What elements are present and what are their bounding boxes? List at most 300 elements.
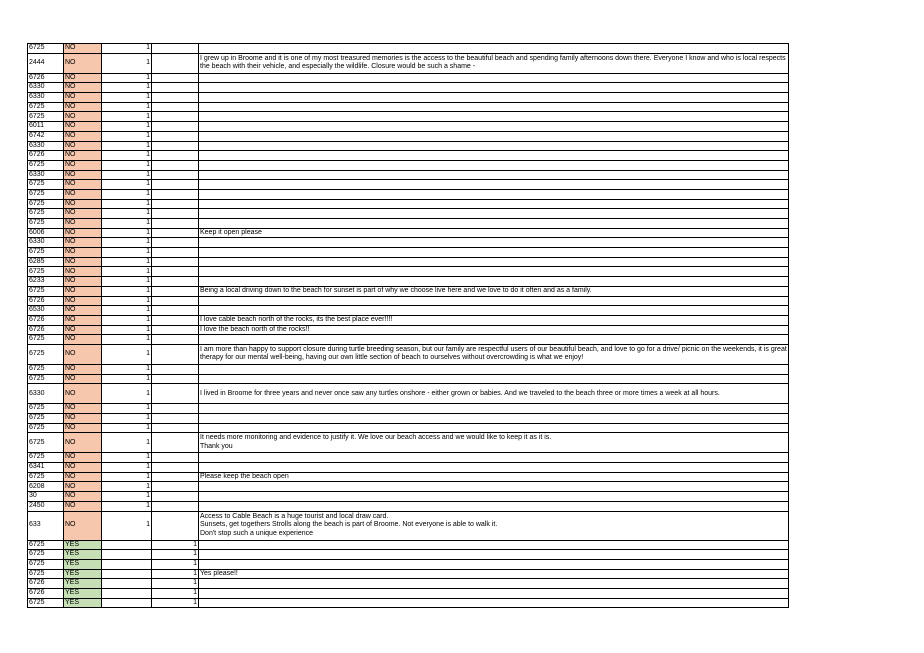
postcode-cell: 6725 xyxy=(28,44,64,54)
yes-count-cell: 1 xyxy=(152,569,199,579)
comment-cell xyxy=(199,482,789,492)
no-count-cell: 1 xyxy=(102,414,152,424)
table-row xyxy=(28,112,789,122)
postcode-cell: 6725 xyxy=(28,598,64,608)
yes-count-cell xyxy=(152,364,199,374)
table-row xyxy=(28,384,789,404)
postcode-cell: 6330 xyxy=(28,384,64,404)
postcode-cell: 6725 xyxy=(28,472,64,482)
yes-count-cell xyxy=(152,511,199,540)
postcode-cell: 6285 xyxy=(28,257,64,267)
postcode-cell: 6725 xyxy=(28,374,64,384)
no-count-cell: 1 xyxy=(102,83,152,93)
comment-cell: It needs more monitoring and evidence to justify it. We love our beach access and we would like to keep it as it is. Thank you xyxy=(199,433,789,453)
yes-count-cell xyxy=(152,277,199,287)
table-row xyxy=(28,463,789,473)
postcode-cell: 6725 xyxy=(28,219,64,229)
postcode-cell: 6725 xyxy=(28,335,64,345)
no-count-cell: 1 xyxy=(102,122,152,132)
answer-cell: NO xyxy=(64,151,102,161)
comment-cell xyxy=(199,122,789,132)
no-count-cell: 1 xyxy=(102,93,152,103)
no-count-cell xyxy=(102,579,152,589)
table-row xyxy=(28,423,789,433)
table-row xyxy=(28,511,789,540)
yes-count-cell xyxy=(152,219,199,229)
table-row xyxy=(28,306,789,316)
postcode-cell: 6725 xyxy=(28,209,64,219)
table-row xyxy=(28,453,789,463)
table-row xyxy=(28,501,789,511)
no-count-cell: 1 xyxy=(102,238,152,248)
no-count-cell: 1 xyxy=(102,374,152,384)
table-row xyxy=(28,73,789,83)
table-row xyxy=(28,122,789,132)
postcode-cell: 6725 xyxy=(28,540,64,550)
table-row xyxy=(28,170,789,180)
comment-cell: I love cable beach north of the rocks, its the best place ever!!!! xyxy=(199,315,789,325)
table-row xyxy=(28,414,789,424)
answer-cell: NO xyxy=(64,404,102,414)
answer-cell: NO xyxy=(64,501,102,511)
no-count-cell: 1 xyxy=(102,248,152,258)
postcode-cell: 6726 xyxy=(28,73,64,83)
yes-count-cell xyxy=(152,404,199,414)
comment-cell xyxy=(199,267,789,277)
no-count-cell: 1 xyxy=(102,433,152,453)
answer-cell: NO xyxy=(64,306,102,316)
postcode-cell: 6726 xyxy=(28,579,64,589)
comment-cell: Please keep the beach open xyxy=(199,472,789,482)
table-row xyxy=(28,93,789,103)
no-count-cell: 1 xyxy=(102,170,152,180)
postcode-cell: 6725 xyxy=(28,414,64,424)
yes-count-cell xyxy=(152,141,199,151)
survey-response-rows xyxy=(28,44,789,608)
comment-cell xyxy=(199,364,789,374)
comment-cell xyxy=(199,238,789,248)
no-count-cell: 1 xyxy=(102,492,152,502)
postcode-cell: 6725 xyxy=(28,267,64,277)
comment-cell xyxy=(199,189,789,199)
yes-count-cell xyxy=(152,93,199,103)
answer-cell: NO xyxy=(64,170,102,180)
comment-cell xyxy=(199,248,789,258)
answer-cell: NO xyxy=(64,374,102,384)
answer-cell: NO xyxy=(64,482,102,492)
no-count-cell: 1 xyxy=(102,384,152,404)
postcode-cell: 6725 xyxy=(28,286,64,296)
table-row xyxy=(28,492,789,502)
comment-cell xyxy=(199,335,789,345)
yes-count-cell xyxy=(152,122,199,132)
no-count-cell: 1 xyxy=(102,511,152,540)
comment-cell xyxy=(199,44,789,54)
comment-cell: I am more than happy to support closure during turtle breeding season, but our family are respectful users of our beautiful beach, and love to go for a drive/ picnic on the weekends, it is great therapy for our mental well-being, having our own little section of beach to ourselves without overcrowding is what we enjoy! xyxy=(199,344,789,364)
comment-cell xyxy=(199,423,789,433)
postcode-cell: 6726 xyxy=(28,296,64,306)
table-row xyxy=(28,248,789,258)
table-row xyxy=(28,325,789,335)
comment-cell: Keep it open please xyxy=(199,228,789,238)
answer-cell: NO xyxy=(64,463,102,473)
postcode-cell: 6530 xyxy=(28,306,64,316)
comment-cell xyxy=(199,73,789,83)
table-row xyxy=(28,598,789,608)
postcode-cell: 2450 xyxy=(28,501,64,511)
answer-cell: NO xyxy=(64,160,102,170)
yes-count-cell: 1 xyxy=(152,540,199,550)
no-count-cell: 1 xyxy=(102,482,152,492)
yes-count-cell xyxy=(152,257,199,267)
answer-cell: NO xyxy=(64,189,102,199)
comment-cell xyxy=(199,550,789,560)
answer-cell: NO xyxy=(64,199,102,209)
table-row xyxy=(28,588,789,598)
table-row xyxy=(28,141,789,151)
survey-response-table xyxy=(27,43,789,608)
comment-cell xyxy=(199,463,789,473)
postcode-cell: 6330 xyxy=(28,170,64,180)
yes-count-cell xyxy=(152,228,199,238)
comment-cell xyxy=(199,296,789,306)
table-row xyxy=(28,238,789,248)
yes-count-cell xyxy=(152,238,199,248)
no-count-cell: 1 xyxy=(102,335,152,345)
table-row xyxy=(28,53,789,73)
yes-count-cell xyxy=(152,315,199,325)
postcode-cell: 6341 xyxy=(28,463,64,473)
answer-cell: NO xyxy=(64,344,102,364)
answer-cell: NO xyxy=(64,453,102,463)
yes-count-cell xyxy=(152,501,199,511)
table-row xyxy=(28,189,789,199)
comment-cell xyxy=(199,160,789,170)
comment-cell xyxy=(199,93,789,103)
table-row xyxy=(28,277,789,287)
table-row xyxy=(28,472,789,482)
table-row xyxy=(28,199,789,209)
comment-cell xyxy=(199,579,789,589)
yes-count-cell xyxy=(152,384,199,404)
comment-cell xyxy=(199,112,789,122)
comment-cell xyxy=(199,453,789,463)
answer-cell: NO xyxy=(64,102,102,112)
yes-count-cell xyxy=(152,414,199,424)
yes-count-cell xyxy=(152,325,199,335)
yes-count-cell xyxy=(152,433,199,453)
no-count-cell: 1 xyxy=(102,112,152,122)
yes-count-cell: 1 xyxy=(152,588,199,598)
no-count-cell xyxy=(102,588,152,598)
comment-cell xyxy=(199,559,789,569)
no-count-cell: 1 xyxy=(102,131,152,141)
table-row xyxy=(28,180,789,190)
comment-cell xyxy=(199,598,789,608)
comment-cell xyxy=(199,209,789,219)
yes-count-cell xyxy=(152,335,199,345)
no-count-cell: 1 xyxy=(102,453,152,463)
answer-cell: NO xyxy=(64,267,102,277)
postcode-cell: 30 xyxy=(28,492,64,502)
table-row xyxy=(28,559,789,569)
comment-cell xyxy=(199,131,789,141)
answer-cell: NO xyxy=(64,122,102,132)
answer-cell: NO xyxy=(64,472,102,482)
yes-count-cell xyxy=(152,344,199,364)
no-count-cell: 1 xyxy=(102,189,152,199)
no-count-cell xyxy=(102,569,152,579)
postcode-cell: 6725 xyxy=(28,404,64,414)
no-count-cell: 1 xyxy=(102,267,152,277)
table-row xyxy=(28,344,789,364)
comment-cell xyxy=(199,180,789,190)
postcode-cell: 633 xyxy=(28,511,64,540)
answer-cell: YES xyxy=(64,598,102,608)
yes-count-cell xyxy=(152,151,199,161)
yes-count-cell xyxy=(152,189,199,199)
yes-count-cell: 1 xyxy=(152,579,199,589)
no-count-cell: 1 xyxy=(102,102,152,112)
answer-cell: YES xyxy=(64,569,102,579)
answer-cell: NO xyxy=(64,286,102,296)
yes-count-cell xyxy=(152,199,199,209)
table-row xyxy=(28,315,789,325)
postcode-cell: 6725 xyxy=(28,433,64,453)
answer-cell: NO xyxy=(64,335,102,345)
yes-count-cell xyxy=(152,73,199,83)
yes-count-cell: 1 xyxy=(152,559,199,569)
answer-cell: NO xyxy=(64,219,102,229)
answer-cell: NO xyxy=(64,277,102,287)
comment-cell xyxy=(199,501,789,511)
yes-count-cell: 1 xyxy=(152,550,199,560)
table-row xyxy=(28,433,789,453)
no-count-cell: 1 xyxy=(102,296,152,306)
postcode-cell: 6330 xyxy=(28,93,64,103)
yes-count-cell xyxy=(152,112,199,122)
yes-count-cell xyxy=(152,374,199,384)
postcode-cell: 6725 xyxy=(28,248,64,258)
answer-cell: NO xyxy=(64,511,102,540)
no-count-cell: 1 xyxy=(102,209,152,219)
yes-count-cell xyxy=(152,102,199,112)
postcode-cell: 6330 xyxy=(28,238,64,248)
comment-cell xyxy=(199,404,789,414)
answer-cell: NO xyxy=(64,238,102,248)
table-row xyxy=(28,219,789,229)
no-count-cell: 1 xyxy=(102,73,152,83)
answer-cell: NO xyxy=(64,248,102,258)
yes-count-cell xyxy=(152,83,199,93)
table-row xyxy=(28,160,789,170)
comment-cell: I lived in Broome for three years and never once saw any turtles onshore - either grown or babies. And we traveled to the beach three or more times a week at all hours. xyxy=(199,384,789,404)
comment-cell xyxy=(199,492,789,502)
no-count-cell: 1 xyxy=(102,277,152,287)
answer-cell: NO xyxy=(64,257,102,267)
postcode-cell: 6011 xyxy=(28,122,64,132)
no-count-cell: 1 xyxy=(102,151,152,161)
answer-cell: YES xyxy=(64,550,102,560)
no-count-cell xyxy=(102,559,152,569)
yes-count-cell xyxy=(152,267,199,277)
table-row xyxy=(28,335,789,345)
comment-cell xyxy=(199,540,789,550)
yes-count-cell xyxy=(152,286,199,296)
no-count-cell: 1 xyxy=(102,472,152,482)
answer-cell: NO xyxy=(64,492,102,502)
yes-count-cell xyxy=(152,131,199,141)
answer-cell: NO xyxy=(64,325,102,335)
comment-cell xyxy=(199,102,789,112)
no-count-cell: 1 xyxy=(102,463,152,473)
yes-count-cell xyxy=(152,482,199,492)
postcode-cell: 6725 xyxy=(28,199,64,209)
no-count-cell xyxy=(102,598,152,608)
table-row xyxy=(28,44,789,54)
yes-count-cell xyxy=(152,472,199,482)
comment-cell xyxy=(199,83,789,93)
postcode-cell: 6726 xyxy=(28,325,64,335)
answer-cell: YES xyxy=(64,540,102,550)
yes-count-cell xyxy=(152,492,199,502)
answer-cell: YES xyxy=(64,579,102,589)
table-row xyxy=(28,404,789,414)
postcode-cell: 6725 xyxy=(28,550,64,560)
comment-cell xyxy=(199,414,789,424)
no-count-cell: 1 xyxy=(102,286,152,296)
no-count-cell xyxy=(102,550,152,560)
table-row xyxy=(28,550,789,560)
comment-cell: I love the beach north of the rocks!! xyxy=(199,325,789,335)
table-row xyxy=(28,102,789,112)
comment-cell: Being a local driving down to the beach for sunset is part of why we choose live here and we love to do it often and as a family. xyxy=(199,286,789,296)
no-count-cell: 1 xyxy=(102,44,152,54)
no-count-cell: 1 xyxy=(102,364,152,374)
comment-cell xyxy=(199,219,789,229)
answer-cell: NO xyxy=(64,364,102,374)
no-count-cell: 1 xyxy=(102,306,152,316)
yes-count-cell xyxy=(152,423,199,433)
table-row xyxy=(28,579,789,589)
comment-cell: I grew up in Broome and it is one of my most treasured memories is the access to the beautiful beach and spending family afternoons down there. Everyone I know and who is local respects the beach with their vehicle, and especially the wildlife. Closure would be such a shame - xyxy=(199,53,789,73)
table-row xyxy=(28,286,789,296)
answer-cell: NO xyxy=(64,131,102,141)
yes-count-cell xyxy=(152,180,199,190)
comment-cell xyxy=(199,257,789,267)
yes-count-cell xyxy=(152,170,199,180)
table-row xyxy=(28,209,789,219)
yes-count-cell: 1 xyxy=(152,598,199,608)
answer-cell: NO xyxy=(64,93,102,103)
postcode-cell: 6006 xyxy=(28,228,64,238)
table-row xyxy=(28,83,789,93)
postcode-cell: 6742 xyxy=(28,131,64,141)
no-count-cell: 1 xyxy=(102,501,152,511)
table-row xyxy=(28,540,789,550)
yes-count-cell xyxy=(152,453,199,463)
table-row xyxy=(28,151,789,161)
no-count-cell: 1 xyxy=(102,257,152,267)
answer-cell: NO xyxy=(64,141,102,151)
answer-cell: NO xyxy=(64,296,102,306)
no-count-cell: 1 xyxy=(102,404,152,414)
postcode-cell: 6725 xyxy=(28,180,64,190)
table-row xyxy=(28,296,789,306)
comment-cell: Access to Cable Beach is a huge tourist and local draw card. Sunsets, get togethers Strolls along the beach is part of Broome. Not everyone is able to walk it. Don't stop such a unique experience xyxy=(199,511,789,540)
yes-count-cell xyxy=(152,209,199,219)
postcode-cell: 6725 xyxy=(28,112,64,122)
postcode-cell: 6725 xyxy=(28,569,64,579)
comment-cell: Yes please!! xyxy=(199,569,789,579)
no-count-cell: 1 xyxy=(102,228,152,238)
no-count-cell: 1 xyxy=(102,160,152,170)
answer-cell: NO xyxy=(64,384,102,404)
table-row xyxy=(28,267,789,277)
no-count-cell: 1 xyxy=(102,180,152,190)
answer-cell: NO xyxy=(64,423,102,433)
postcode-cell: 2444 xyxy=(28,53,64,73)
comment-cell xyxy=(199,374,789,384)
no-count-cell: 1 xyxy=(102,315,152,325)
answer-cell: NO xyxy=(64,228,102,238)
answer-cell: NO xyxy=(64,180,102,190)
table-row xyxy=(28,228,789,238)
postcode-cell: 6233 xyxy=(28,277,64,287)
no-count-cell xyxy=(102,540,152,550)
table-row xyxy=(28,482,789,492)
yes-count-cell xyxy=(152,463,199,473)
answer-cell: NO xyxy=(64,83,102,93)
postcode-cell: 6725 xyxy=(28,189,64,199)
postcode-cell: 6725 xyxy=(28,102,64,112)
answer-cell: NO xyxy=(64,209,102,219)
table-row xyxy=(28,257,789,267)
comment-cell xyxy=(199,170,789,180)
table-row xyxy=(28,364,789,374)
answer-cell: YES xyxy=(64,559,102,569)
postcode-cell: 6725 xyxy=(28,160,64,170)
postcode-cell: 6725 xyxy=(28,423,64,433)
answer-cell: NO xyxy=(64,44,102,54)
yes-count-cell xyxy=(152,296,199,306)
answer-cell: NO xyxy=(64,112,102,122)
table-row xyxy=(28,569,789,579)
postcode-cell: 6330 xyxy=(28,141,64,151)
postcode-cell: 6330 xyxy=(28,83,64,93)
comment-cell xyxy=(199,306,789,316)
comment-cell xyxy=(199,277,789,287)
postcode-cell: 6725 xyxy=(28,364,64,374)
no-count-cell: 1 xyxy=(102,344,152,364)
answer-cell: NO xyxy=(64,73,102,83)
no-count-cell: 1 xyxy=(102,199,152,209)
answer-cell: YES xyxy=(64,588,102,598)
answer-cell: NO xyxy=(64,53,102,73)
yes-count-cell xyxy=(152,44,199,54)
postcode-cell: 6726 xyxy=(28,151,64,161)
postcode-cell: 6725 xyxy=(28,559,64,569)
postcode-cell: 6726 xyxy=(28,315,64,325)
yes-count-cell xyxy=(152,160,199,170)
answer-cell: NO xyxy=(64,315,102,325)
answer-cell: NO xyxy=(64,414,102,424)
postcode-cell: 6208 xyxy=(28,482,64,492)
comment-cell xyxy=(199,151,789,161)
no-count-cell: 1 xyxy=(102,219,152,229)
yes-count-cell xyxy=(152,248,199,258)
table-row xyxy=(28,374,789,384)
